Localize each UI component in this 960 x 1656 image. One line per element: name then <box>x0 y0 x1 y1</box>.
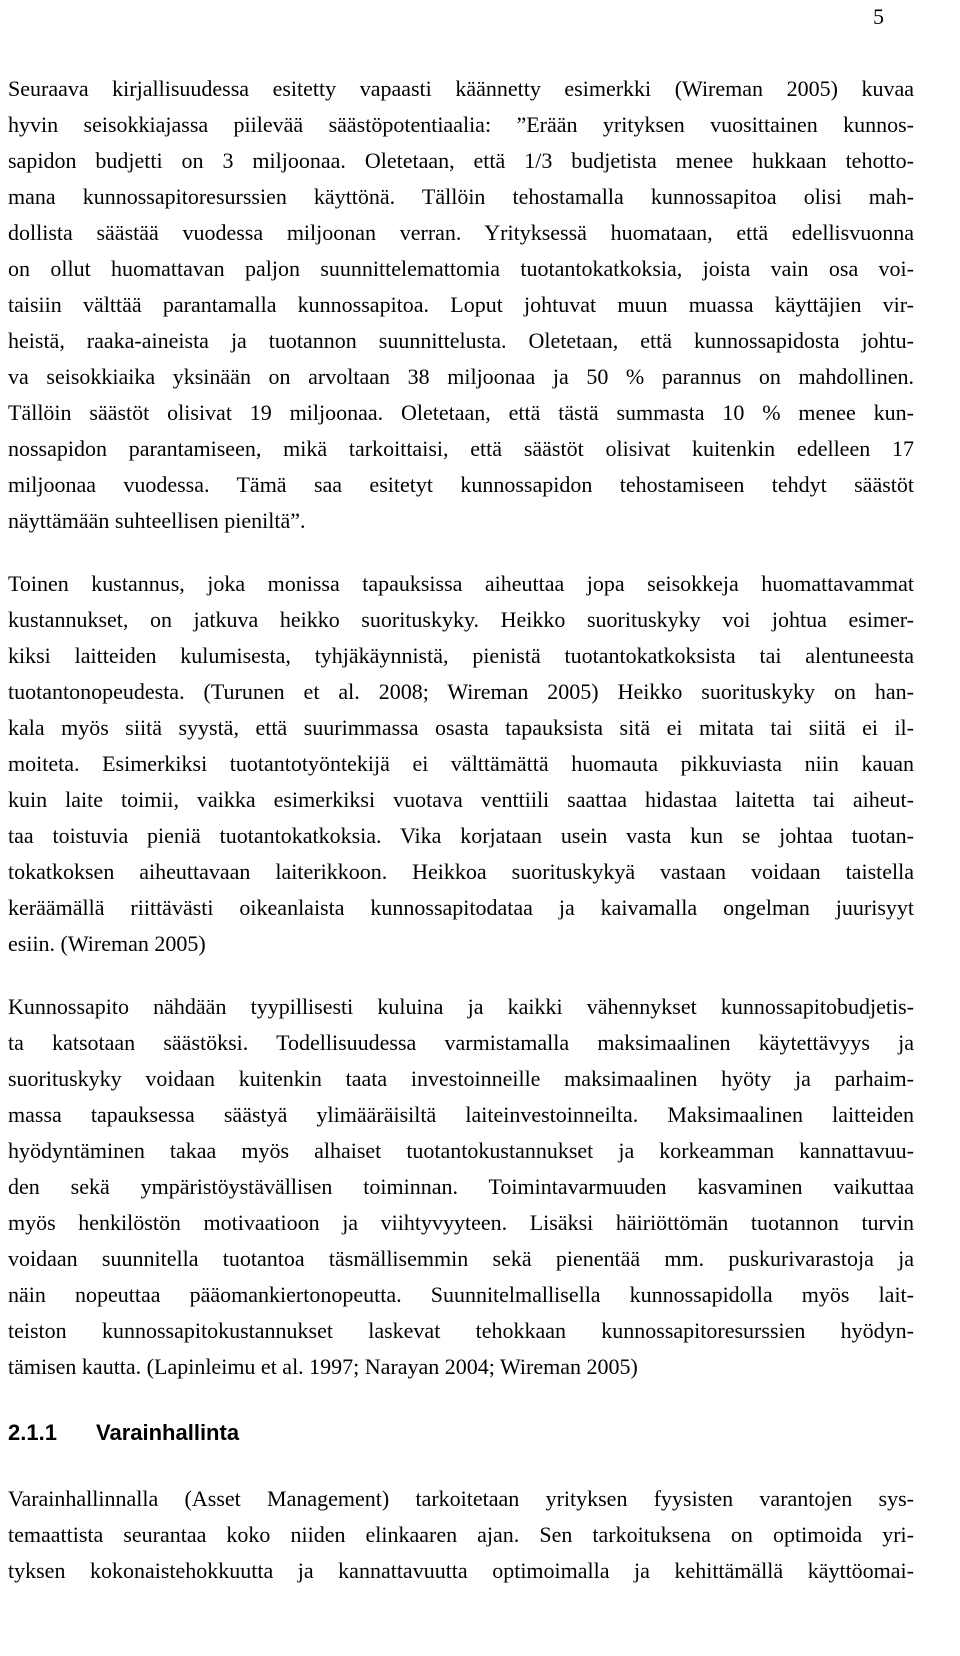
text-line: mana kunnossapitoresurssien käyttönä. Tällöin tehostamalla kunnossapitoa olisi mah- <box>8 184 914 209</box>
text-line: taa toistuvia pieniä tuotantokatkoksia. Vika korjataan usein vasta kun se johtaa tuotan- <box>8 823 914 848</box>
text-line: on ollut huomattavan paljon suunnittelemattomia tuotantokatkoksia, joista vain osa voi- <box>8 256 914 281</box>
text-line: nossapidon parantamiseen, mikä tarkoittaisi, että säästöt olisivat kuitenkin edelleen 17 <box>8 436 914 461</box>
text-line: den sekä ympäristöystävällisen toiminnan. Toimintavarmuuden kasvaminen vaikuttaa <box>8 1174 914 1199</box>
text-line: va seisokkiaika yksinään on arvoltaan 38 miljoonaa ja 50 % parannus on mahdollinen. <box>8 364 914 389</box>
text-line: taisiin välttää parantamalla kunnossapitoa. Loput johtuvat muun muassa käyttäjien vir- <box>8 292 914 317</box>
text-line: miljoonaa vuodessa. Tämä saa esitetyt kunnossapidon tehostamiseen tehdyt säästöt <box>8 472 914 497</box>
text-line: tämisen kautta. (Lapinleimu et al. 1997; Narayan 2004; Wireman 2005) <box>8 1354 638 1379</box>
text-line: näyttämään suhteellisen pieniltä”. <box>8 508 306 533</box>
text-line: Seuraava kirjallisuudessa esitetty vapaasti käännetty esimerkki (Wireman 2005) kuvaa <box>8 76 914 101</box>
text-line: teiston kunnossapitokustannukset laskevat tehokkaan kunnossapitoresurssien hyödyn- <box>8 1318 914 1343</box>
text-line: hyödyntäminen takaa myös alhaiset tuotantokustannukset ja korkeamman kannattavuu- <box>8 1138 914 1163</box>
text-line: kala myös siitä syystä, että suurimmassa osasta tapauksista sitä ei mitata tai siitä ei il- <box>8 715 914 740</box>
text-line: myös henkilöstön motivaatioon ja viihtyvyyteen. Lisäksi häiriöttömän tuotannon turvin <box>8 1210 914 1235</box>
section-heading <box>8 1418 239 1448</box>
text-line: esiin. (Wireman 2005) <box>8 931 206 956</box>
text-line: näin nopeuttaa pääomankiertonopeutta. Suunnitelmallisella kunnossapidolla myös lait- <box>8 1282 914 1307</box>
text-line: sapidon budjetti on 3 miljoonaa. Oletetaan, että 1/3 budjetista menee hukkaan tehotto- <box>8 148 914 173</box>
text-line: Toinen kustannus, joka monissa tapauksissa aiheuttaa jopa seisokkeja huomattavammat <box>8 571 914 596</box>
text-line: temaattista seurantaa koko niiden elinkaaren ajan. Sen tarkoituksena on optimoida yri- <box>8 1522 914 1547</box>
text-line: tyksen kokonaistehokkuutta ja kannattavuutta optimoimalla ja kehittämällä käyttöomai- <box>8 1558 914 1583</box>
text-line: moiteta. Esimerkiksi tuotantotyöntekijä ei välttämättä huomauta pikkuviasta niin kauan <box>8 751 914 776</box>
text-line: kiksi laitteiden kulumisesta, tyhjäkäynnistä, pienistä tuotantokatkoksista tai alentuneesta <box>8 643 914 668</box>
text-line: voidaan suunnitella tuotantoa täsmällisemmin sekä pienentää mm. puskurivarastoja ja <box>8 1246 914 1271</box>
text-line: tokatkoksen aiheuttavaan laiterikkoon. Heikkoa suorituskykyä vastaan voidaan taistella <box>8 859 914 884</box>
text-line: tuotantonopeudesta. (Turunen et al. 2008; Wireman 2005) Heikko suorituskyky on han- <box>8 679 914 704</box>
text-line: Varainhallinnalla (Asset Management) tarkoitetaan yrityksen fyysisten varantojen sys- <box>8 1486 914 1511</box>
text-line: Tällöin säästöt olisivat 19 miljoonaa. Oletetaan, että tästä summasta 10 % menee kun- <box>8 400 914 425</box>
page-number: 5 <box>873 4 884 29</box>
section-title: Varainhallinta <box>96 1420 240 1445</box>
text-line: hyvin seisokkiajassa piilevää säästöpotentiaalia: ”Erään yrityksen vuosittainen kunnos- <box>8 112 914 137</box>
text-line: massa tapauksessa säästyä ylimääräisiltä laiteinvestoinneilta. Maksimaalinen laitteiden <box>8 1102 914 1127</box>
text-line: kustannukset, on jatkuva heikko suorituskyky. Heikko suorituskyky voi johtua esimer- <box>8 607 914 632</box>
text-line: heistä, raaka-aineista ja tuotannon suunnittelusta. Oletetaan, että kunnossapidosta johtu- <box>8 328 914 353</box>
text-line: keräämällä riittävästi oikeanlaista kunnossapitodataa ja kaivamalla ongelman juurisyyt <box>8 895 914 920</box>
text-line: ta katsotaan säästöksi. Todellisuudessa varmistamalla maksimaalinen käytettävyys ja <box>8 1030 914 1055</box>
text-line: kuin laite toimii, vaikka esimerkiksi vuotava venttiili saattaa hidastaa laitetta tai aiheut- <box>8 787 914 812</box>
text-line: dollista säästää vuodessa miljoonan verran. Yrityksessä huomataan, että edellisvuonna <box>8 220 914 245</box>
text-line: suorituskyky voidaan kuitenkin taata investoinneille maksimaalinen hyöty ja parhaim- <box>8 1066 914 1091</box>
section-number: 2.1.1 <box>8 1420 57 1445</box>
text-line: Kunnossapito nähdään tyypillisesti kuluina ja kaikki vähennykset kunnossapitobudjetis- <box>8 994 914 1019</box>
